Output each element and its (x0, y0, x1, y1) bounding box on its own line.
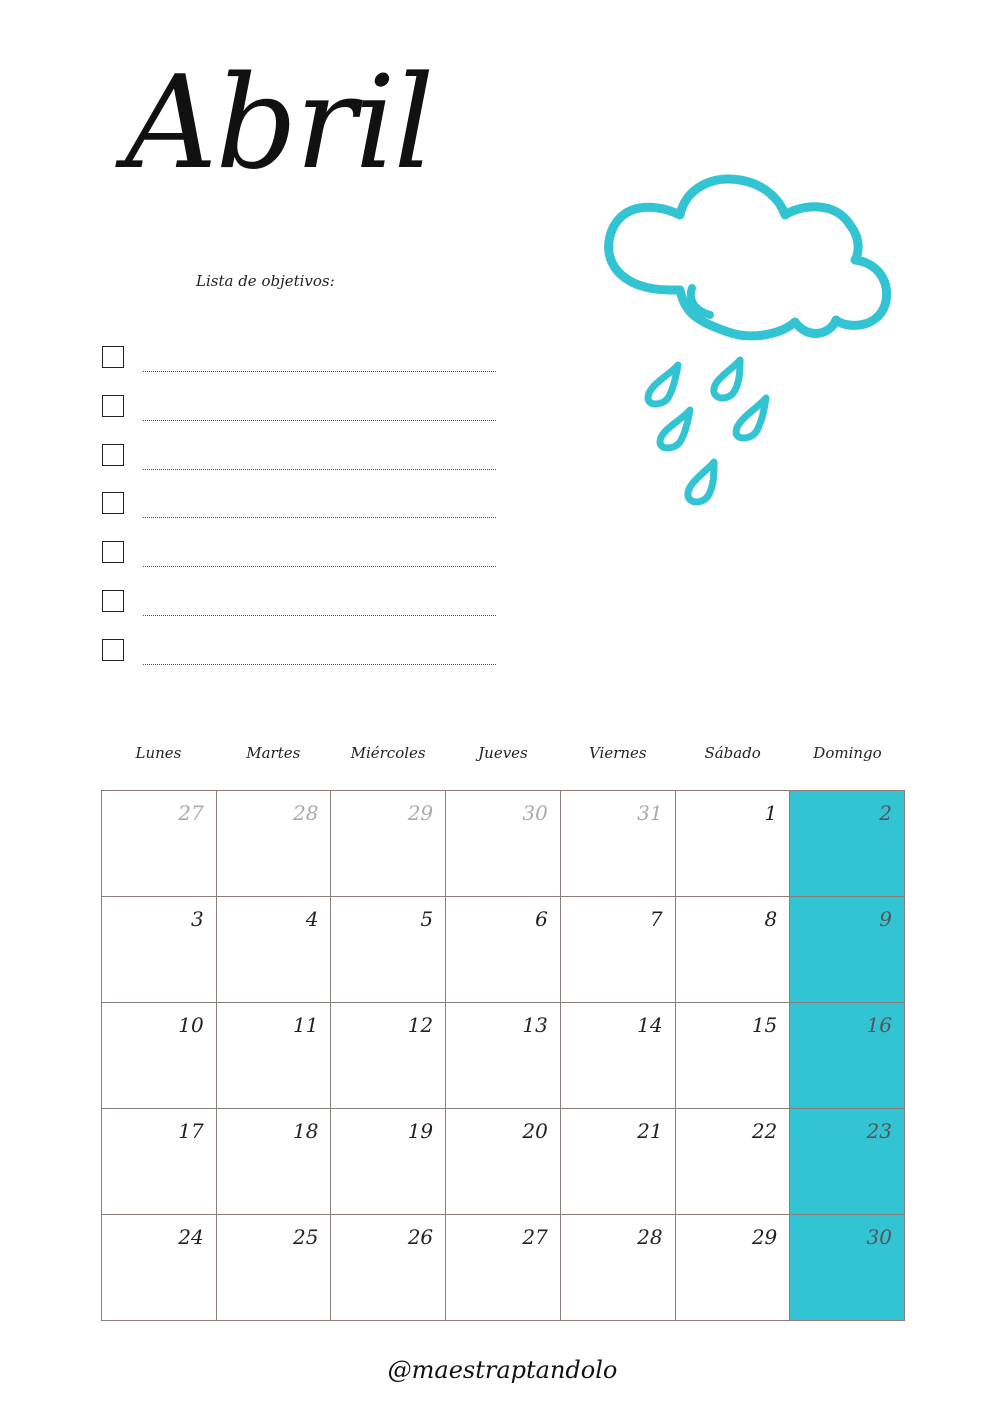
calendar-day-cell[interactable] (102, 897, 217, 1003)
calendar-day-cell[interactable] (331, 897, 446, 1003)
calendar-day-cell[interactable] (561, 897, 676, 1003)
day-number: 30 (522, 801, 548, 825)
weekday-header-row (101, 744, 905, 768)
calendar-day-cell[interactable] (790, 1215, 905, 1321)
calendar-day-cell[interactable] (217, 1109, 332, 1215)
day-number: 30 (866, 1225, 892, 1249)
goal-checkbox[interactable] (102, 639, 124, 661)
day-number: 21 (637, 1119, 663, 1143)
goal-item (102, 395, 496, 421)
calendar-day-cell[interactable] (561, 1215, 676, 1321)
calendar-day-cell[interactable] (676, 897, 791, 1003)
weekday-saturday: Sábado (704, 744, 761, 762)
calendar-day-cell[interactable] (331, 1003, 446, 1109)
calendar-day-cell[interactable] (790, 1003, 905, 1109)
calendar-day-cell[interactable] (217, 897, 332, 1003)
calendar-day-cell[interactable] (217, 791, 332, 897)
calendar-day-cell[interactable] (102, 1109, 217, 1215)
day-number: 22 (751, 1119, 778, 1143)
weekday-thursday: Jueves (478, 744, 528, 762)
goal-item (102, 541, 496, 567)
day-number: 23 (866, 1119, 892, 1143)
day-number: 18 (292, 1119, 319, 1143)
goal-checkbox[interactable] (102, 346, 124, 368)
calendar-day-cell[interactable] (446, 791, 561, 897)
calendar-day-cell[interactable] (790, 897, 905, 1003)
day-number: 29 (407, 801, 434, 825)
goal-item (102, 492, 496, 518)
weekday-sunday: Domingo (813, 744, 882, 762)
calendar-day-cell[interactable] (102, 791, 217, 897)
calendar-day-cell[interactable] (676, 1109, 791, 1215)
goal-checkbox[interactable] (102, 395, 124, 417)
goal-item (102, 590, 496, 616)
day-number: 12 (407, 1013, 434, 1037)
day-number: 8 (764, 907, 778, 931)
calendar-day-cell[interactable] (446, 1215, 561, 1321)
weekday-monday: Lunes (135, 744, 182, 762)
day-number: 31 (637, 801, 663, 825)
day-number: 13 (522, 1013, 548, 1037)
calendar-day-cell[interactable] (217, 1003, 332, 1109)
calendar-day-cell[interactable] (676, 1003, 791, 1109)
goal-checkbox[interactable] (102, 541, 124, 563)
goal-item (102, 444, 496, 470)
day-number: 26 (407, 1225, 434, 1249)
calendar-day-cell[interactable] (446, 897, 561, 1003)
calendar-day-cell[interactable] (446, 1109, 561, 1215)
calendar-day-cell[interactable] (561, 1109, 676, 1215)
goal-checkbox[interactable] (102, 590, 124, 612)
goals-list-label: Lista de objetivos: (196, 272, 335, 290)
day-number: 2 (879, 801, 892, 825)
day-number: 25 (292, 1225, 319, 1249)
goal-checkbox[interactable] (102, 444, 124, 466)
goal-writing-line[interactable] (143, 566, 496, 567)
calendar-day-cell[interactable] (790, 1109, 905, 1215)
calendar-day-cell[interactable] (676, 791, 791, 897)
day-number: 5 (420, 907, 434, 931)
day-number: 20 (522, 1119, 548, 1143)
goal-writing-line[interactable] (143, 371, 496, 372)
day-number: 10 (178, 1013, 204, 1037)
day-number: 24 (178, 1225, 204, 1249)
calendar-day-cell[interactable] (102, 1003, 217, 1109)
calendar-day-cell[interactable] (331, 1109, 446, 1215)
day-number: 16 (866, 1013, 892, 1037)
calendar-day-cell[interactable] (676, 1215, 791, 1321)
goal-item (102, 346, 496, 372)
day-number: 28 (292, 801, 319, 825)
goal-item (102, 639, 496, 665)
goal-writing-line[interactable] (143, 664, 496, 665)
rain-cloud-icon (600, 170, 900, 515)
day-number: 29 (751, 1225, 778, 1249)
calendar-day-cell[interactable] (331, 791, 446, 897)
day-number: 9 (879, 907, 892, 931)
day-number: 17 (178, 1119, 204, 1143)
day-number: 11 (292, 1013, 319, 1037)
day-number: 27 (178, 801, 204, 825)
calendar-day-cell[interactable] (561, 1003, 676, 1109)
day-number: 6 (535, 907, 548, 931)
calendar-day-cell[interactable] (446, 1003, 561, 1109)
calendar-day-cell[interactable] (790, 791, 905, 897)
day-number: 19 (407, 1119, 434, 1143)
goal-writing-line[interactable] (143, 517, 496, 518)
calendar-day-cell[interactable] (217, 1215, 332, 1321)
day-number: 7 (649, 907, 663, 931)
day-number: 14 (637, 1013, 663, 1037)
day-number: 28 (637, 1225, 663, 1249)
day-number: 15 (751, 1013, 778, 1037)
goal-writing-line[interactable] (143, 615, 496, 616)
calendar-day-cell[interactable] (561, 791, 676, 897)
calendar-day-cell[interactable] (102, 1215, 217, 1321)
goal-writing-line[interactable] (143, 420, 496, 421)
month-title: Abril (125, 49, 433, 198)
weekday-tuesday: Martes (246, 744, 301, 762)
day-number: 3 (190, 907, 204, 931)
author-handle: @maestraptandolo (387, 1356, 618, 1384)
weekday-wednesday: Miércoles (350, 744, 426, 762)
calendar-grid (101, 790, 905, 1321)
day-number: 1 (764, 801, 778, 825)
weekday-friday: Viernes (588, 744, 647, 762)
goal-checkbox[interactable] (102, 492, 124, 514)
day-number: 27 (522, 1225, 548, 1249)
day-number: 4 (305, 907, 319, 931)
calendar-day-cell[interactable] (331, 1215, 446, 1321)
goal-writing-line[interactable] (143, 469, 496, 470)
